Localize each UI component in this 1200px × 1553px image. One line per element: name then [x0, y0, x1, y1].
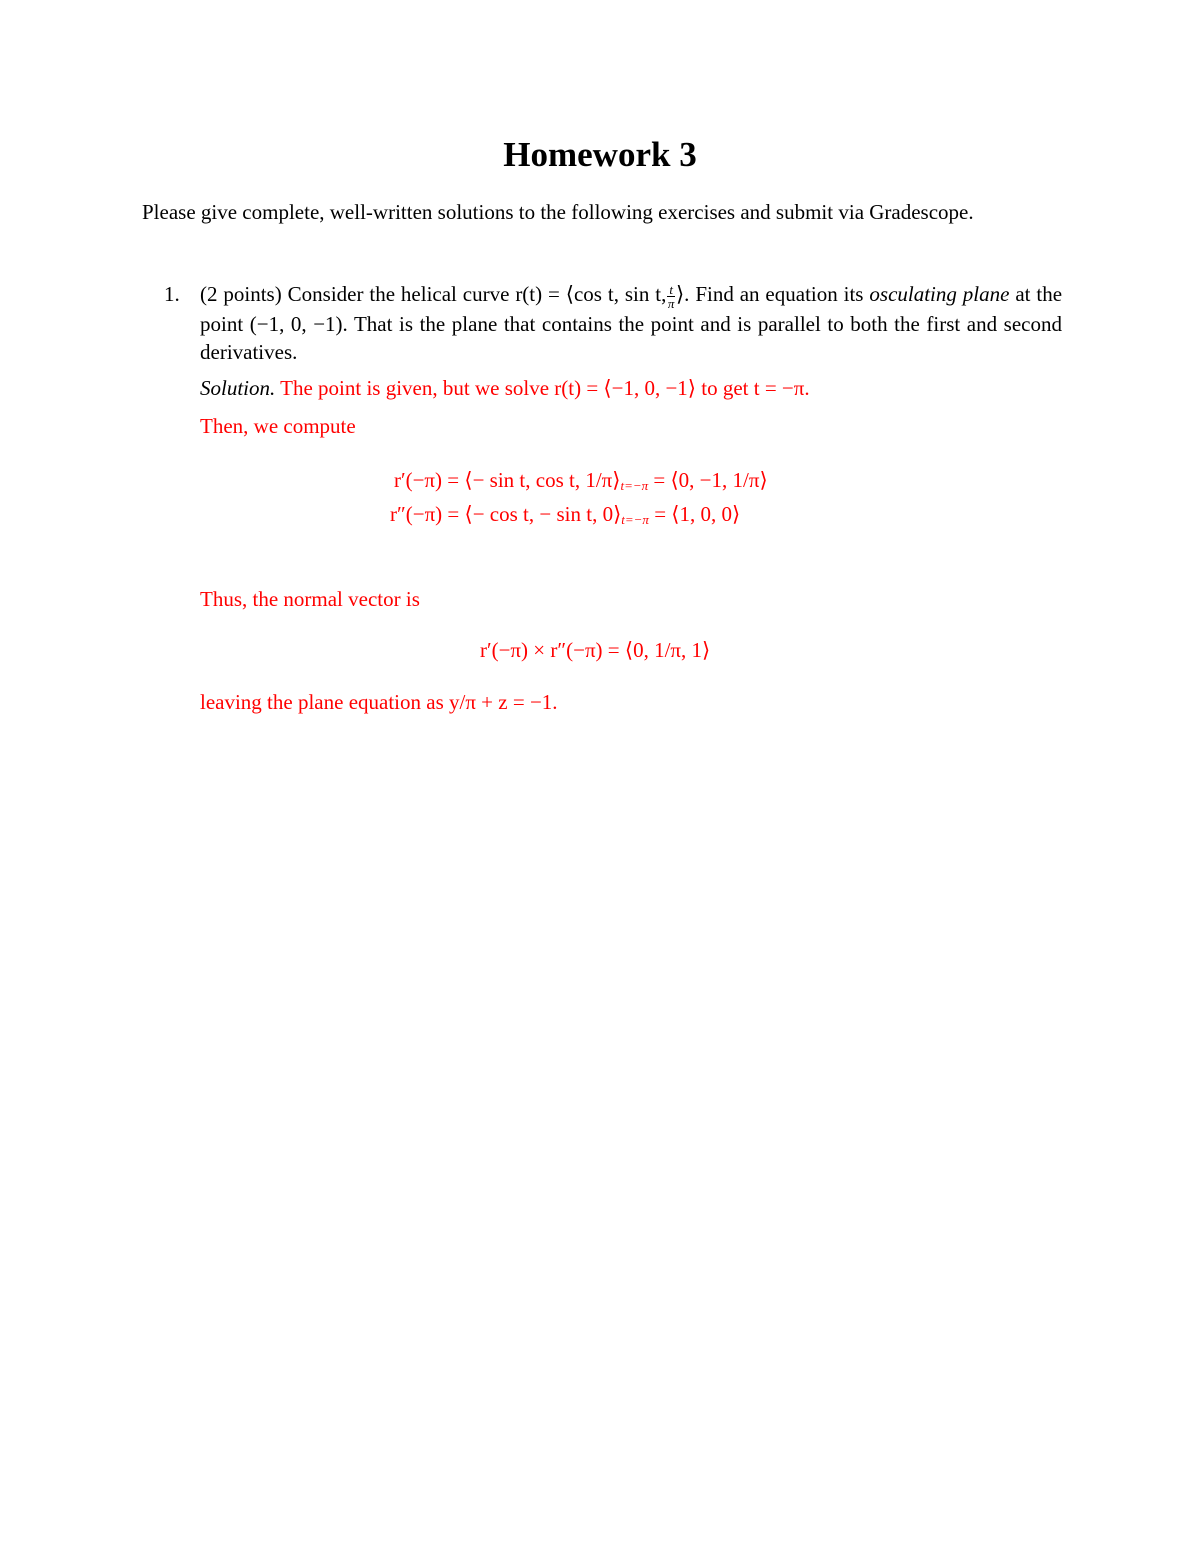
problem-text-2: Find an equation its	[695, 282, 864, 306]
solution-line-2: Then, we compute	[200, 414, 356, 438]
problem-statement	[200, 280, 1062, 366]
fraction-numerator: t	[669, 281, 673, 297]
problem-text-3: at the point (−1, 0, −1). That is the plane that contains the point and is parallel to both the first and second derivatives.	[200, 282, 1063, 364]
eq2-lhs: r″(−π) =	[390, 502, 460, 526]
solution-line-1	[200, 374, 1062, 402]
eq1-result: = ⟨0, −1, 1/π⟩	[653, 468, 768, 492]
eq1-lhs: r′(−π) =	[394, 468, 460, 492]
solution-label: Solution.	[200, 376, 276, 400]
curve-rhs-close: ⟩.	[675, 282, 690, 306]
equation-second-derivative	[390, 500, 740, 534]
eq1-subscript: t=−π	[620, 478, 649, 493]
solution-line-4: leaving the plane equation as y/π + z = −1.	[200, 690, 558, 714]
eq1-rhs: ⟨− sin t, cos t, 1/π⟩	[464, 468, 621, 492]
problem-number: 1.	[164, 282, 180, 306]
osculating-plane-term: osculating plane	[869, 282, 1010, 306]
page-title: Homework 3	[503, 135, 697, 174]
problem-text-1: Consider the helical curve	[287, 282, 510, 306]
eq2-rhs: ⟨− cos t, − sin t, 0⟩	[464, 502, 622, 526]
eq2-result: = ⟨1, 0, 0⟩	[654, 502, 741, 526]
curve-rhs-open: ⟨cos t, sin t,	[565, 282, 667, 306]
intro-paragraph: Please give complete, well-written solutions to the following exercises and submit via Gradescope.	[142, 200, 974, 224]
solution-text-1: The point is given, but we solve r(t) = ⟨−1, 0, −1⟩ to get t = −π.	[280, 376, 810, 400]
curve-fraction	[667, 283, 675, 310]
curve-lhs: r(t) =	[515, 282, 560, 306]
eq2-subscript: t=−π	[621, 512, 649, 527]
equation-first-derivative	[394, 466, 768, 500]
problem-points: (2 points)	[200, 282, 282, 306]
solution-line-3: Thus, the normal vector is	[200, 587, 420, 611]
equation-normal-vector: r′(−π) × r″(−π) = ⟨0, 1/π, 1⟩	[480, 638, 711, 662]
fraction-denominator: π	[667, 295, 675, 311]
